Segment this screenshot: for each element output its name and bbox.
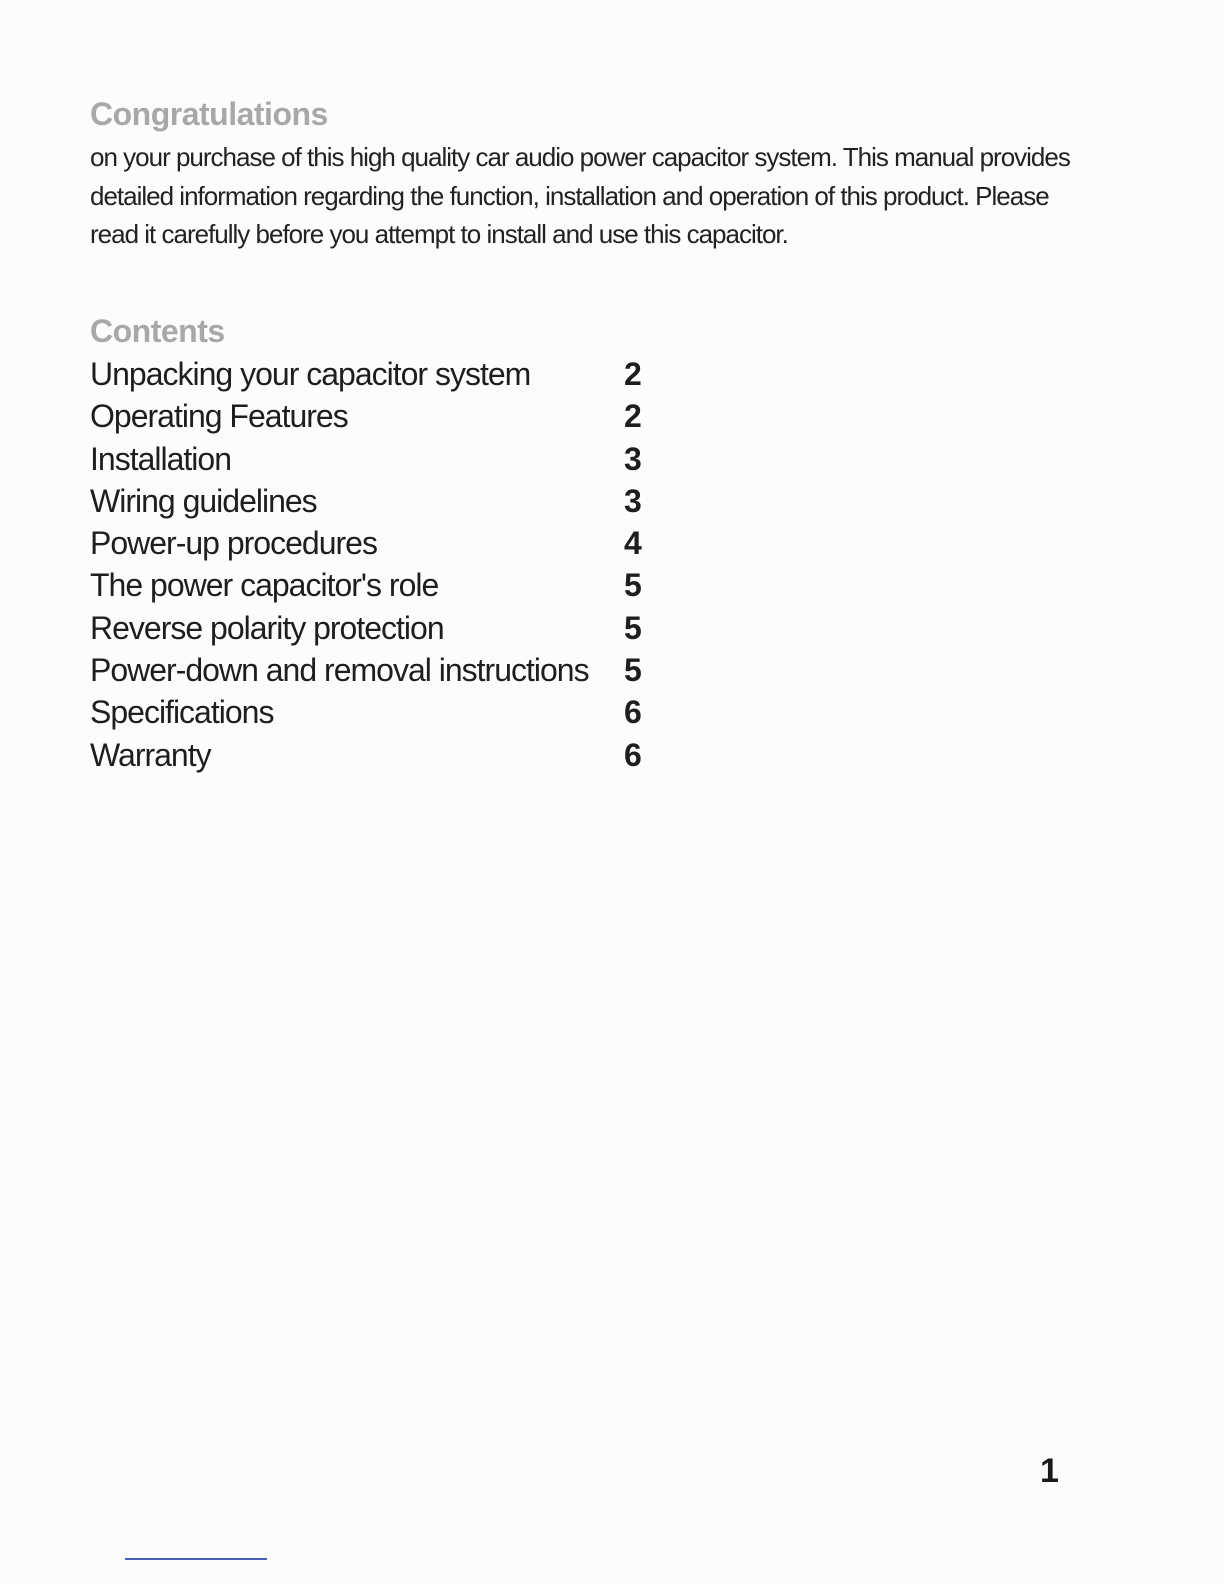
toc-entry-title: The power capacitor's role: [90, 567, 439, 604]
toc-entry-title: Specifications: [90, 694, 274, 731]
intro-paragraph: on your purchase of this high quality car audio power capacitor system. This manual provides detailed information regarding the function, installation and operation of this product. Please read it carefully before you attempt to install and use this capacitor.: [90, 142, 1070, 249]
toc-entry-page: 4: [624, 525, 641, 562]
toc-entry-title: Wiring guidelines: [90, 482, 317, 519]
intro-heading: Congratulations: [90, 96, 328, 132]
toc-entry-page: 5: [624, 567, 641, 604]
toc-entry-warranty: [90, 734, 660, 776]
toc-entry-power-up: [90, 522, 660, 564]
table-of-contents: [90, 353, 660, 776]
page-number: 1: [1040, 1452, 1059, 1490]
contents-heading: Contents: [90, 313, 225, 349]
toc-entry-title: Installation: [90, 440, 231, 477]
toc-entry-title: Unpacking your capacitor system: [90, 356, 531, 392]
toc-entry-page: 5: [624, 609, 641, 646]
toc-entry-page: 5: [624, 652, 641, 689]
toc-entry-operating-features: [90, 395, 660, 437]
toc-entry-capacitor-role: [90, 564, 660, 606]
toc-entry-page: 6: [624, 694, 641, 731]
toc-entry-page: 3: [624, 440, 641, 477]
footer-rule: [125, 1558, 267, 1560]
toc-entry-title: Reverse polarity protection: [90, 609, 444, 646]
toc-entry-title: Operating Features: [90, 398, 348, 435]
toc-entry-reverse-polarity: [90, 607, 660, 649]
toc-entry-page: 6: [624, 736, 641, 773]
toc-entry-power-down: [90, 649, 660, 691]
toc-entry-page: 3: [624, 482, 641, 519]
toc-entry-wiring-guidelines: [90, 480, 660, 522]
toc-entry-page: 2: [624, 356, 641, 392]
toc-entry-page: 2: [624, 398, 641, 435]
toc-entry-specifications: [90, 691, 660, 733]
toc-entry-title: Warranty: [90, 736, 211, 773]
toc-entry-title: Power-down and removal instructions: [90, 652, 589, 689]
toc-entry-unpacking: [90, 353, 660, 395]
toc-entry-title: Power-up procedures: [90, 525, 377, 562]
toc-entry-installation: [90, 438, 660, 480]
